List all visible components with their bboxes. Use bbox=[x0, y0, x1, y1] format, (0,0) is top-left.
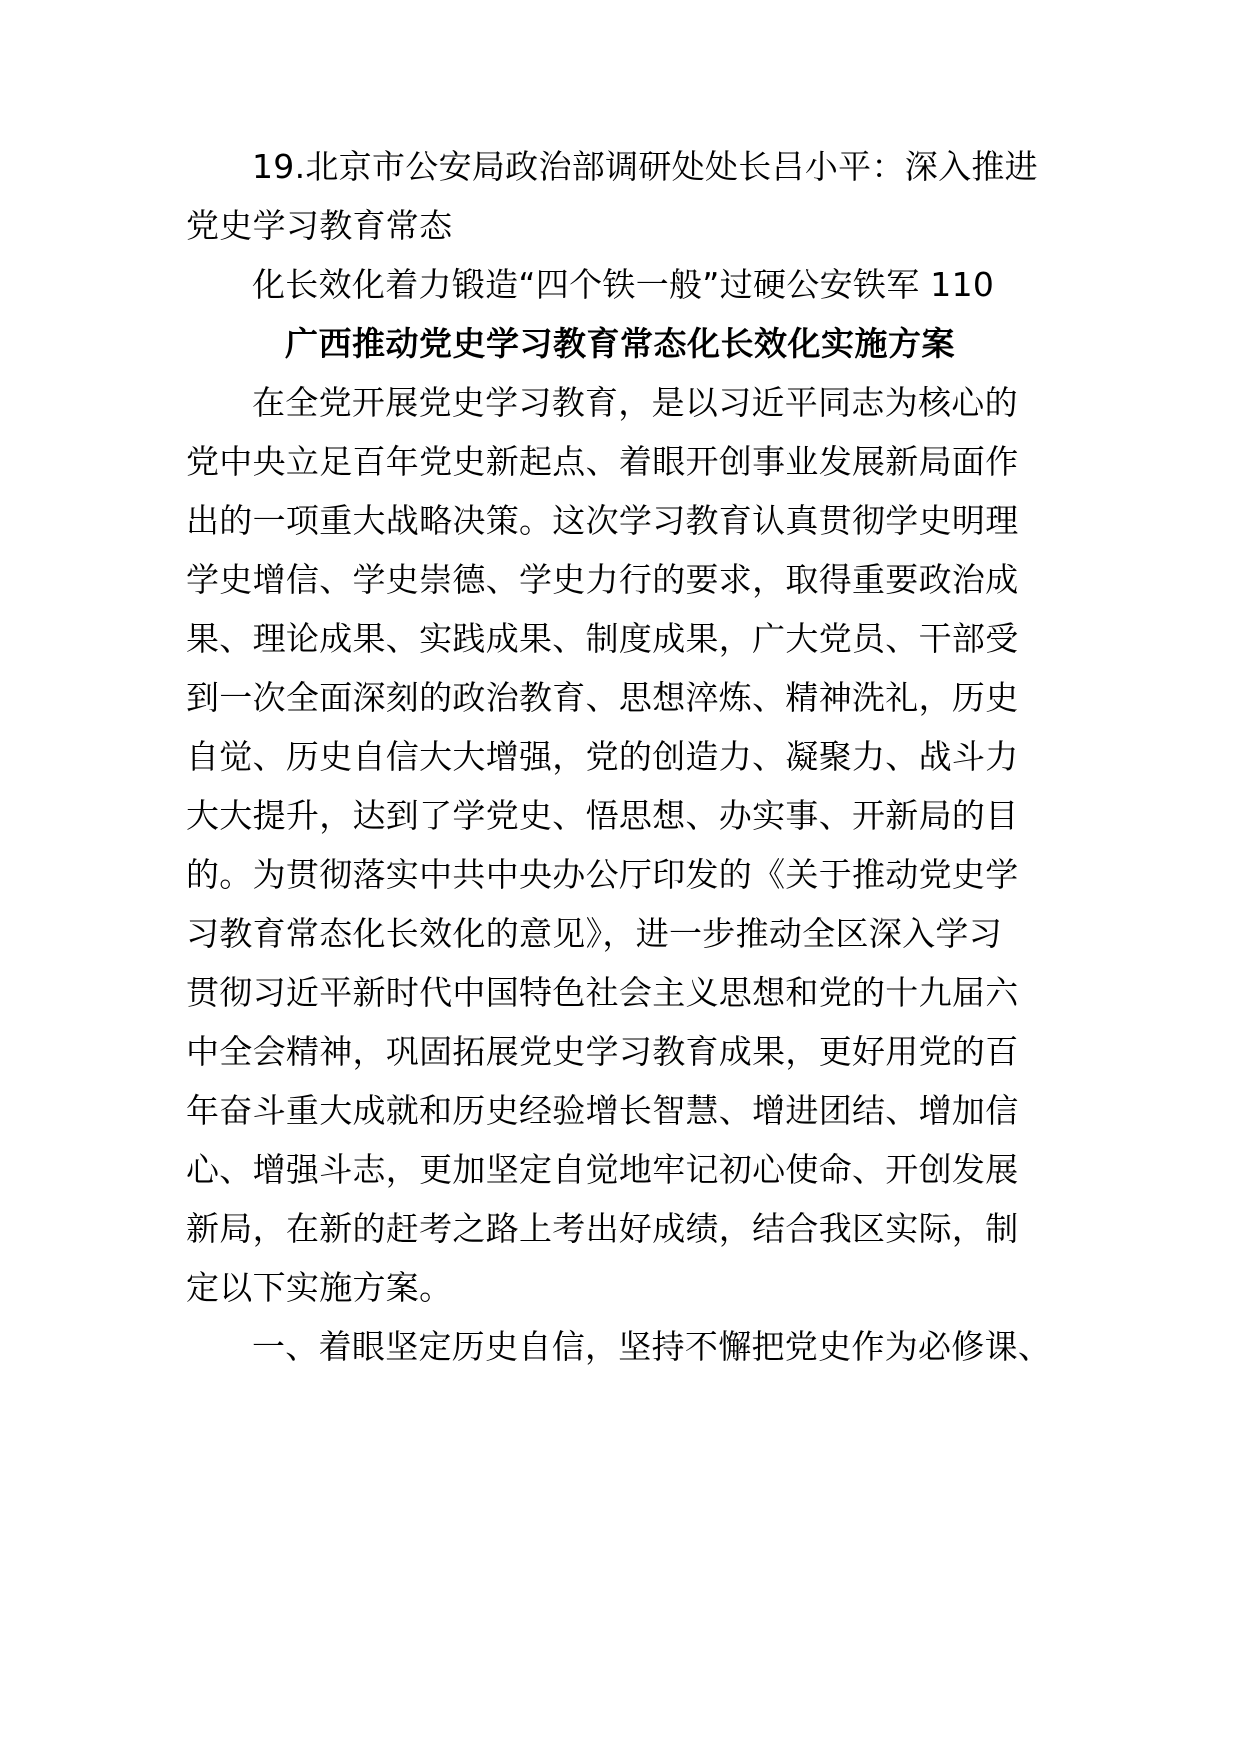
paragraph-line: 中全会精神，巩固拓展党史学习教育成果，更好用党的百 bbox=[186, 1032, 1019, 1071]
toc-entry-line-3: 化长效化着力锻造“四个铁一般”过硬公安铁军 110 bbox=[252, 265, 995, 304]
paragraph-line: 党中央立足百年党史新起点、着眼开创事业发展新局面作 bbox=[186, 442, 1019, 481]
paragraph-line: 在全党开展党史学习教育，是以习近平同志为核心的 bbox=[252, 383, 1018, 422]
section-heading-1: 一、着眼坚定历史自信，坚持不懈把党史作为必修课、 bbox=[252, 1327, 1052, 1366]
paragraph-line: 贯彻习近平新时代中国特色社会主义思想和党的十九届六 bbox=[186, 973, 1019, 1012]
toc-entry-line-1: 19.北京市公安局政治部调研处处长吕小平：深入推进 bbox=[252, 147, 1038, 186]
document-title: 广西推动党史学习教育常态化长效化实施方案 bbox=[285, 324, 955, 363]
paragraph-line: 定以下实施方案。 bbox=[186, 1268, 453, 1307]
paragraph-line: 大大提升，达到了学党史、悟思想、办实事、开新局的目 bbox=[186, 796, 1019, 835]
paragraph-line: 新局，在新的赶考之路上考出好成绩，结合我区实际，制 bbox=[186, 1209, 1019, 1248]
paragraph-line: 到一次全面深刻的政治教育、思想淬炼、精神洗礼，历史 bbox=[186, 678, 1019, 717]
toc-entry-line-2: 党史学习教育常态 bbox=[186, 206, 453, 245]
paragraph-line: 果、理论成果、实践成果、制度成果，广大党员、干部受 bbox=[186, 619, 1019, 658]
paragraph-line: 学史增信、学史崇德、学史力行的要求，取得重要政治成 bbox=[186, 560, 1019, 599]
paragraph-line: 习教育常态化长效化的意见》，进一步推动全区深入学习 bbox=[186, 914, 1002, 953]
paragraph-line: 自觉、历史自信大大增强，党的创造力、凝聚力、战斗力 bbox=[186, 737, 1019, 776]
paragraph-line: 年奋斗重大成就和历史经验增长智慧、增进团结、增加信 bbox=[186, 1091, 1019, 1130]
paragraph-line: 的。为贯彻落实中共中央办公厅印发的《关于推动党史学 bbox=[186, 855, 1019, 894]
paragraph-line: 出的一项重大战略决策。这次学习教育认真贯彻学史明理 bbox=[186, 501, 1019, 540]
paragraph-line: 心、增强斗志，更加坚定自觉地牢记初心使命、开创发展 bbox=[186, 1150, 1019, 1189]
